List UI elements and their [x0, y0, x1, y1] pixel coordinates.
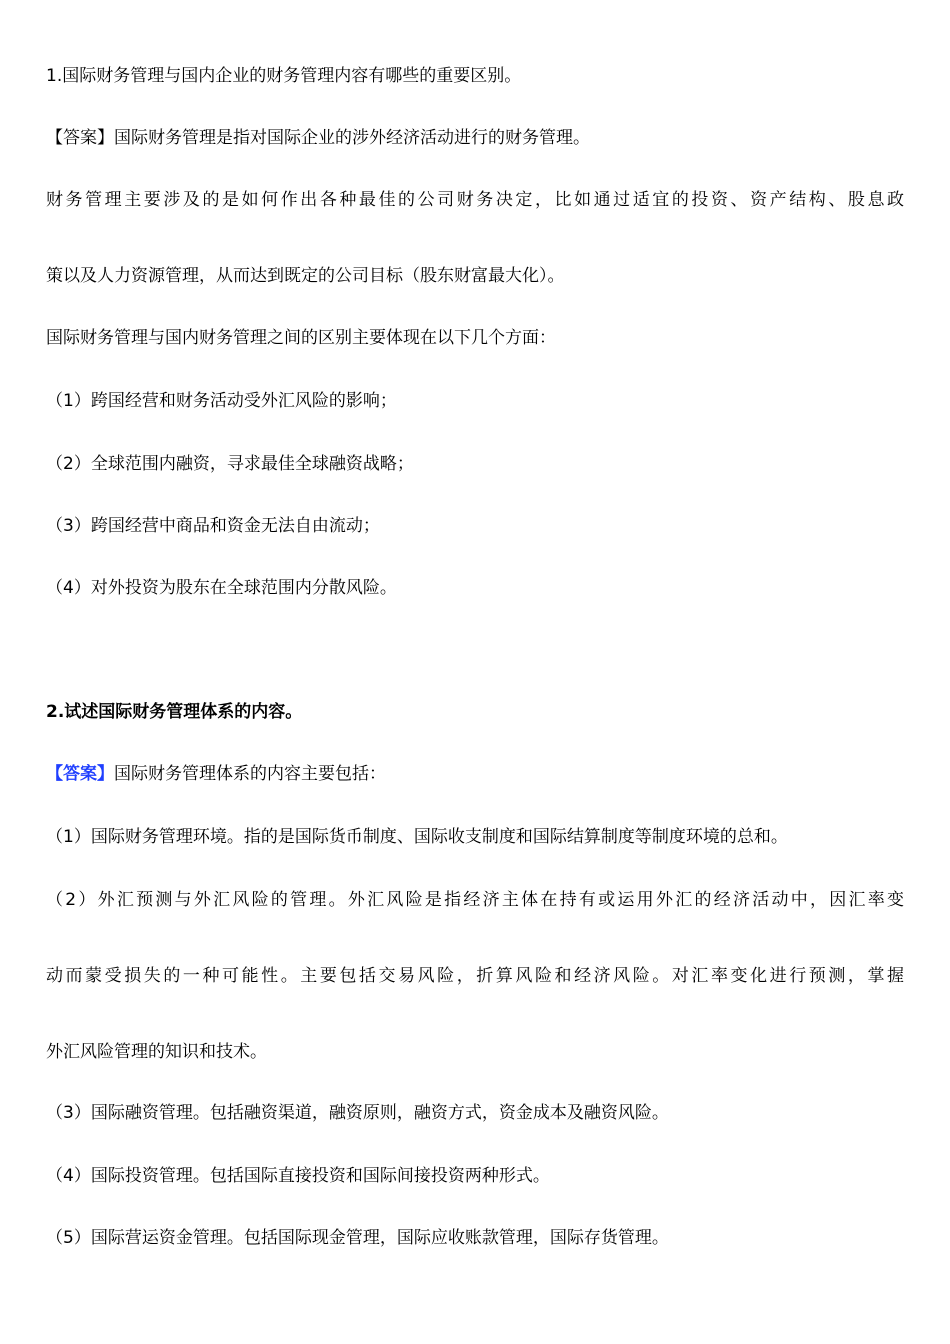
q2-item-5: （5）国际营运资金管理。包括国际现金管理，国际应收账款管理，国际存货管理。 — [46, 1228, 669, 1248]
q2-item-4: （4）国际投资管理。包括国际直接投资和国际间接投资两种形式。 — [46, 1166, 550, 1186]
q1-item-4: （4）对外投资为股东在全球范围内分散风险。 — [46, 578, 397, 598]
q2-item-3: （3）国际融资管理。包括融资渠道，融资原则，融资方式，资金成本及融资风险。 — [46, 1103, 669, 1123]
q1-para1-line1: 财务管理主要涉及的是如何作出各种最佳的公司财务决定，比如通过适宜的投资、资产结构、股息政 — [46, 190, 904, 210]
q2-title: 2.试述国际财务管理体系的内容。 — [46, 702, 303, 722]
q2-answer-label: 【答案】 — [46, 764, 114, 784]
q1-para1-line2: 策以及人力资源管理，从而达到既定的公司目标（股东财富最大化）。 — [46, 266, 565, 286]
q2-item-2-line2: 动而蒙受损失的一种可能性。主要包括交易风险，折算风险和经济风险。对汇率变化进行预测，掌握 — [46, 966, 904, 986]
q1-answer-label: 【答案】 — [46, 128, 114, 148]
q2-answer-text: 国际财务管理体系的内容主要包括： — [114, 764, 386, 784]
q1-para2: 国际财务管理与国内财务管理之间的区别主要体现在以下几个方面： — [46, 328, 556, 348]
q1-item-1: （1）跨国经营和财务活动受外汇风险的影响； — [46, 391, 397, 411]
q1-item-3: （3）跨国经营中商品和资金无法自由流动； — [46, 516, 380, 536]
q1-title: 1.国际财务管理与国内企业的财务管理内容有哪些的重要区别。 — [46, 66, 522, 86]
q1-answer — [46, 126, 590, 150]
q1-item-2: （2）全球范围内融资，寻求最佳全球融资战略； — [46, 454, 414, 474]
q2-item-2-line3: 外汇风险管理的知识和技术。 — [46, 1042, 267, 1062]
q2-item-2-line1: （2）外汇预测与外汇风险的管理。外汇风险是指经济主体在持有或运用外汇的经济活动中，因汇率变 — [46, 890, 904, 910]
q2-item-1: （1）国际财务管理环境。指的是国际货币制度、国际收支制度和国际结算制度等制度环境的总和。 — [46, 827, 788, 847]
q2-answer — [46, 762, 386, 786]
q1-answer-text: 国际财务管理是指对国际企业的涉外经济活动进行的财务管理。 — [114, 128, 590, 148]
